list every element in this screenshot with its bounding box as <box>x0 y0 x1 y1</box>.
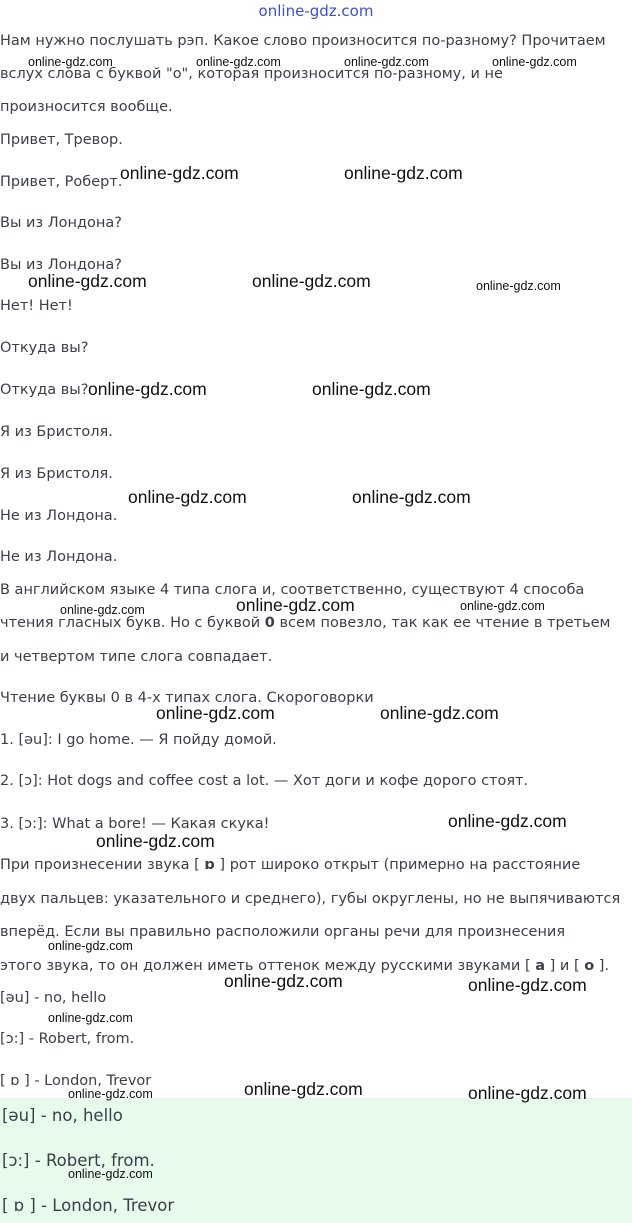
sound-line: [ ɒ ] - London, Trevor <box>0 1073 152 1089</box>
reading-heading: Чтение буквы 0 в 4-х типах слога. Скороговорки <box>0 690 374 706</box>
pron-text: ] и [ <box>545 958 585 974</box>
types-line: В английском языке 4 типа слога и, соответственно, существуют 4 способа <box>0 582 585 598</box>
watermark: online-gdz.com <box>448 811 567 831</box>
dialogue-line: Привет, Тревор. <box>0 132 123 148</box>
dialogue-line: Не из Лондона. <box>0 508 118 524</box>
pron-line: двух пальцев: указательного и среднего), губы округлены, но не выпячиваются <box>0 891 621 907</box>
site-header[interactable]: online-gdz.com <box>258 2 374 20</box>
dialogue-line: Вы из Лондона? <box>0 215 122 231</box>
watermark: online-gdz.com <box>28 271 147 291</box>
dialogue-line: Я из Бристоля. <box>0 466 113 482</box>
watermark: online-gdz.com <box>492 55 577 69</box>
intro-line: вслух слова с буквой "о", которая произносится по-разному, и не <box>0 66 503 82</box>
sound-symbol: а <box>535 958 546 974</box>
tongue-twister: 3. [ɔ:]: What a bore! — Какая скука! <box>0 816 270 832</box>
types-line: и четвертом типе слога совпадает. <box>0 649 273 665</box>
watermark: online-gdz.com <box>48 1011 133 1025</box>
watermark: online-gdz.com <box>28 55 113 69</box>
dialogue-line: Вы из Лондона? <box>0 257 122 273</box>
watermark: online-gdz.com <box>128 487 247 507</box>
answer-line: [ɔ:] - Robert, from. <box>2 1151 155 1170</box>
watermark: online-gdz.com <box>224 971 343 991</box>
watermark: online-gdz.com <box>244 1079 363 1099</box>
sound-symbol: о <box>584 958 595 974</box>
types-line <box>0 615 610 631</box>
dialogue-line: Не из Лондона. <box>0 549 118 565</box>
dialogue-line: Я из Бристоля. <box>0 424 113 440</box>
answer-line: [əu] - no, hello <box>2 1106 123 1125</box>
watermark: online-gdz.com <box>468 975 587 995</box>
watermark: online-gdz.com <box>96 831 215 851</box>
pron-text: этого звука, то он должен иметь оттенок между русскими звуками [ <box>0 958 536 974</box>
answer-line: [ ɒ ] - London, Trevor <box>2 1196 175 1215</box>
watermark: online-gdz.com <box>312 379 431 399</box>
dialogue-line: Откуда вы? <box>0 382 89 398</box>
sound-line: [ɔ:] - Robert, from. <box>0 1031 135 1047</box>
pron-line: вперёд. Если вы правильно расположили органы речи для произнесения <box>0 924 566 940</box>
watermark: online-gdz.com <box>60 603 145 617</box>
tongue-twister: 1. [əu]: I go home. — Я пойду домой. <box>0 732 277 748</box>
dialogue-line: Нет! Нет! <box>0 298 73 314</box>
watermark: online-gdz.com <box>460 599 545 613</box>
dialogue-line: Привет, Роберт. <box>0 174 123 190</box>
pron-text: При произнесении звука [ <box>0 857 205 873</box>
letter-o: 0 <box>264 615 275 631</box>
watermark: online-gdz.com <box>476 279 561 293</box>
intro-line: Нам нужно послушать рэп. Какое слово произносится по-разному? Прочитаем <box>0 33 606 49</box>
watermark: online-gdz.com <box>88 379 207 399</box>
watermark: online-gdz.com <box>156 703 275 723</box>
watermark: online-gdz.com <box>236 595 355 615</box>
watermark: online-gdz.com <box>344 55 429 69</box>
sound-symbol: ɒ <box>204 857 215 873</box>
types-text: всем повезло, так как ее чтение в третьем <box>274 615 611 631</box>
watermark: online-gdz.com <box>352 487 471 507</box>
pron-line <box>0 857 580 873</box>
dialogue-line: Откуда вы? <box>0 340 89 356</box>
watermark: online-gdz.com <box>196 55 281 69</box>
sound-line: [əu] - no, hello <box>0 990 107 1006</box>
watermark: online-gdz.com <box>468 1083 587 1103</box>
watermark: online-gdz.com <box>68 1167 153 1181</box>
pron-text: ]. <box>594 958 610 974</box>
watermark: online-gdz.com <box>252 271 371 291</box>
intro-line: произносится вообще. <box>0 99 173 115</box>
watermark: online-gdz.com <box>68 1087 153 1101</box>
watermark: online-gdz.com <box>380 703 499 723</box>
watermark: online-gdz.com <box>120 163 239 183</box>
tongue-twister: 2. [ɔ]: Hot dogs and coffee cost a lot. — Хот доги и кофе дорого стоят. <box>0 773 529 789</box>
watermark: online-gdz.com <box>344 163 463 183</box>
types-text: чтения гласных букв. Но с буквой <box>0 615 265 631</box>
watermark: online-gdz.com <box>48 939 133 953</box>
pron-text: ] рот широко открыт (примерно на расстояние <box>214 857 581 873</box>
